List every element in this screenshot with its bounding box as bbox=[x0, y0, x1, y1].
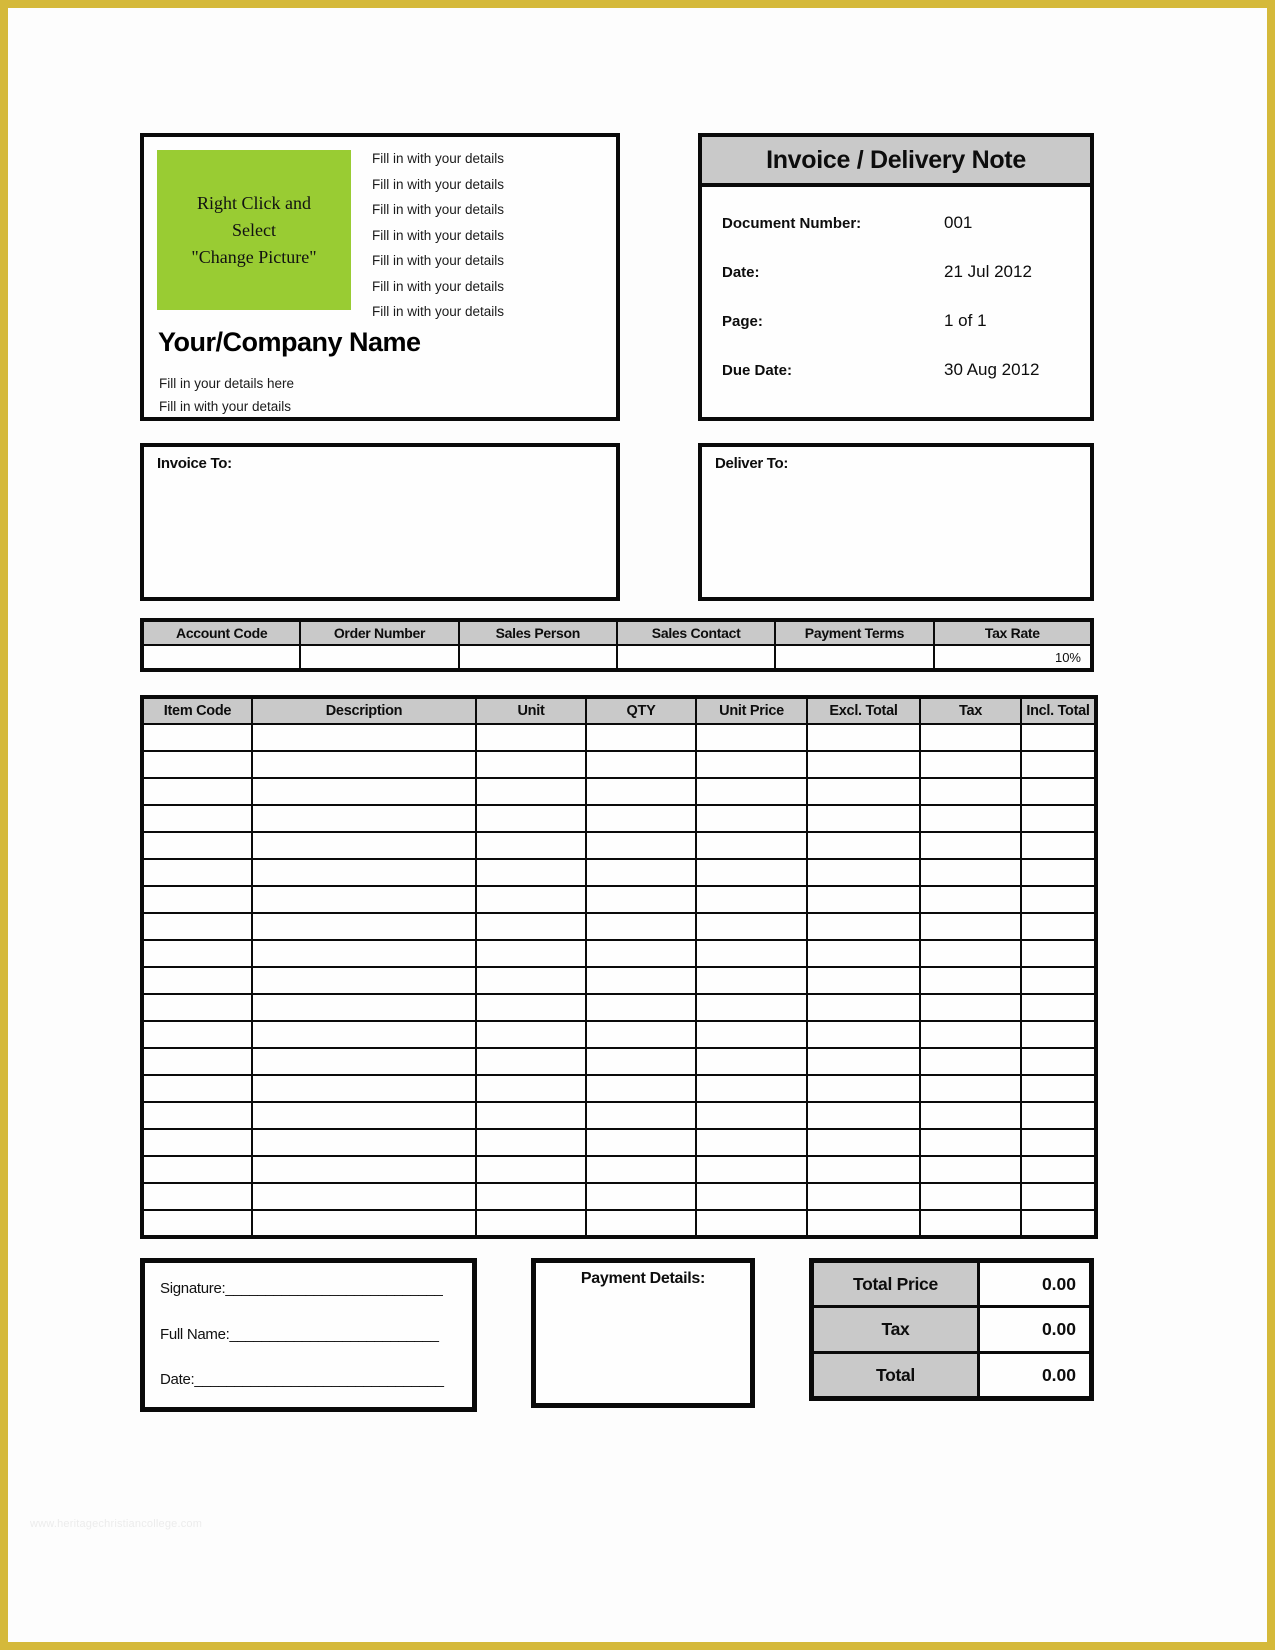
totals-table bbox=[809, 1258, 1094, 1401]
item-cell[interactable] bbox=[920, 1021, 1021, 1048]
item-cell[interactable] bbox=[1021, 1102, 1096, 1129]
item-cell[interactable] bbox=[142, 940, 252, 967]
item-cell[interactable] bbox=[476, 913, 586, 940]
document-fields bbox=[702, 187, 1090, 380]
document-field-row bbox=[722, 262, 1090, 282]
item-cell[interactable] bbox=[920, 913, 1021, 940]
item-cell[interactable] bbox=[142, 751, 252, 778]
item-cell[interactable] bbox=[920, 1156, 1021, 1183]
item-cell[interactable] bbox=[586, 751, 696, 778]
item-cell[interactable] bbox=[252, 859, 476, 886]
field-value: 001 bbox=[944, 213, 973, 232]
account-value-cell[interactable] bbox=[142, 645, 300, 670]
signature-box bbox=[140, 1258, 477, 1412]
item-cell[interactable] bbox=[142, 1102, 252, 1129]
item-cell[interactable] bbox=[142, 859, 252, 886]
payment-details-box[interactable] bbox=[531, 1258, 755, 1408]
item-cell[interactable] bbox=[1021, 1156, 1096, 1183]
item-cell[interactable] bbox=[920, 859, 1021, 886]
item-cell[interactable] bbox=[476, 1102, 586, 1129]
item-row bbox=[142, 967, 1096, 994]
item-cell[interactable] bbox=[920, 967, 1021, 994]
item-row bbox=[142, 724, 1096, 751]
items-header-cell: Tax bbox=[920, 697, 1021, 724]
account-header-cell: Payment Terms bbox=[775, 620, 933, 645]
payment-details-label: Payment Details: bbox=[580, 1270, 706, 1287]
item-cell[interactable] bbox=[807, 832, 920, 859]
item-cell[interactable] bbox=[252, 1183, 476, 1210]
item-cell[interactable] bbox=[696, 1102, 807, 1129]
item-cell[interactable] bbox=[1021, 805, 1096, 832]
item-cell[interactable] bbox=[142, 1129, 252, 1156]
item-cell[interactable] bbox=[142, 913, 252, 940]
account-value-row bbox=[142, 645, 1092, 670]
item-cell[interactable] bbox=[807, 1183, 920, 1210]
account-header-row bbox=[142, 620, 1092, 645]
account-value-cell[interactable] bbox=[459, 645, 617, 670]
items-header-cell: Unit Price bbox=[696, 697, 807, 724]
item-cell[interactable] bbox=[696, 994, 807, 1021]
field-label: Page: bbox=[722, 313, 763, 330]
item-cell[interactable] bbox=[696, 724, 807, 751]
item-cell[interactable] bbox=[142, 724, 252, 751]
account-header-cell: Order Number bbox=[300, 620, 458, 645]
item-cell[interactable] bbox=[1021, 1075, 1096, 1102]
item-cell[interactable] bbox=[696, 778, 807, 805]
item-cell[interactable] bbox=[252, 1075, 476, 1102]
company-fill-lines bbox=[372, 146, 504, 325]
account-header-cell: Sales Person bbox=[459, 620, 617, 645]
items-header-cell: Incl. Total bbox=[1021, 697, 1096, 724]
document-field-row bbox=[722, 311, 1090, 331]
item-row bbox=[142, 1183, 1096, 1210]
item-cell[interactable] bbox=[142, 832, 252, 859]
item-cell[interactable] bbox=[1021, 1021, 1096, 1048]
account-info-table bbox=[140, 618, 1094, 672]
document-field-row bbox=[722, 213, 1090, 233]
item-row bbox=[142, 778, 1096, 805]
item-cell[interactable] bbox=[142, 1156, 252, 1183]
item-row bbox=[142, 1048, 1096, 1075]
item-row bbox=[142, 1075, 1096, 1102]
item-row bbox=[142, 859, 1096, 886]
item-cell[interactable] bbox=[807, 1075, 920, 1102]
item-cell[interactable] bbox=[142, 805, 252, 832]
item-cell[interactable] bbox=[807, 940, 920, 967]
totals-row bbox=[812, 1353, 1092, 1399]
item-cell[interactable] bbox=[586, 832, 696, 859]
item-cell[interactable] bbox=[476, 1183, 586, 1210]
signature-line: Date:_______________________________ bbox=[160, 1371, 444, 1388]
item-cell[interactable] bbox=[252, 913, 476, 940]
item-cell[interactable] bbox=[807, 805, 920, 832]
totals-row bbox=[812, 1261, 1092, 1307]
item-cell[interactable] bbox=[920, 1102, 1021, 1129]
fill-line: Fill in with your details bbox=[372, 227, 505, 243]
item-cell[interactable] bbox=[696, 886, 807, 913]
account-value-cell[interactable] bbox=[617, 645, 775, 670]
item-cell[interactable] bbox=[586, 724, 696, 751]
item-cell[interactable] bbox=[252, 967, 476, 994]
item-cell[interactable] bbox=[1021, 1210, 1096, 1237]
item-cell[interactable] bbox=[807, 994, 920, 1021]
fill-line: Fill in with your details bbox=[372, 151, 505, 166]
item-cell[interactable] bbox=[252, 1129, 476, 1156]
fill-line: Fill in with your details bbox=[372, 202, 505, 217]
item-cell[interactable] bbox=[807, 886, 920, 913]
item-cell[interactable] bbox=[807, 913, 920, 940]
change-picture-placeholder[interactable] bbox=[157, 150, 351, 310]
item-cell[interactable] bbox=[1021, 1183, 1096, 1210]
item-cell[interactable] bbox=[142, 967, 252, 994]
fill-line: Fill in with your details bbox=[372, 304, 505, 319]
signature-line: Full Name:__________________________ bbox=[160, 1325, 439, 1343]
item-cell[interactable] bbox=[476, 1210, 586, 1237]
item-cell[interactable] bbox=[586, 1156, 696, 1183]
account-info-values bbox=[142, 645, 1092, 670]
items-header-cell: QTY bbox=[586, 697, 696, 724]
item-cell[interactable] bbox=[586, 1210, 696, 1237]
item-cell[interactable] bbox=[476, 1021, 586, 1048]
field-label: Due Date: bbox=[722, 362, 793, 379]
item-cell[interactable] bbox=[586, 886, 696, 913]
item-cell[interactable] bbox=[920, 1129, 1021, 1156]
item-cell[interactable] bbox=[142, 1210, 252, 1237]
item-row bbox=[142, 1129, 1096, 1156]
item-row bbox=[142, 886, 1096, 913]
item-cell[interactable] bbox=[476, 1048, 586, 1075]
document-field-row bbox=[722, 360, 1090, 380]
item-cell[interactable] bbox=[696, 1210, 807, 1237]
item-cell[interactable] bbox=[586, 967, 696, 994]
item-cell[interactable] bbox=[586, 940, 696, 967]
item-cell[interactable] bbox=[920, 1075, 1021, 1102]
item-cell[interactable] bbox=[1021, 994, 1096, 1021]
item-cell[interactable] bbox=[142, 1183, 252, 1210]
item-row bbox=[142, 1210, 1096, 1237]
item-cell[interactable] bbox=[142, 886, 252, 913]
item-cell[interactable] bbox=[696, 1021, 807, 1048]
item-cell[interactable] bbox=[807, 967, 920, 994]
item-cell[interactable] bbox=[142, 1048, 252, 1075]
item-cell[interactable] bbox=[586, 1183, 696, 1210]
item-cell[interactable] bbox=[696, 805, 807, 832]
item-cell[interactable] bbox=[696, 751, 807, 778]
item-cell[interactable] bbox=[807, 1021, 920, 1048]
item-cell[interactable] bbox=[1021, 778, 1096, 805]
account-value-cell[interactable] bbox=[775, 645, 933, 670]
field-value: 1 of 1 bbox=[944, 311, 987, 330]
items-header-cell: Description bbox=[252, 697, 476, 724]
item-cell[interactable] bbox=[807, 724, 920, 751]
fill-line: Fill in with your details bbox=[372, 278, 505, 294]
item-cell[interactable] bbox=[252, 832, 476, 859]
document-title: Invoice / Delivery Note bbox=[702, 137, 1090, 187]
item-cell[interactable] bbox=[586, 778, 696, 805]
item-cell[interactable] bbox=[696, 1183, 807, 1210]
invoice-to-box[interactable] bbox=[140, 443, 620, 601]
item-row bbox=[142, 751, 1096, 778]
item-cell[interactable] bbox=[142, 994, 252, 1021]
item-cell[interactable] bbox=[1021, 1048, 1096, 1075]
item-cell[interactable] bbox=[476, 751, 586, 778]
company-detail-line: Fill in your details here bbox=[159, 376, 295, 391]
item-cell[interactable] bbox=[586, 859, 696, 886]
items-header-cell: Excl. Total bbox=[807, 697, 920, 724]
item-cell[interactable] bbox=[476, 1156, 586, 1183]
item-cell[interactable] bbox=[586, 994, 696, 1021]
field-label: Date: bbox=[722, 264, 760, 281]
item-cell[interactable] bbox=[586, 1102, 696, 1129]
change-picture-instructions bbox=[191, 190, 316, 271]
item-cell[interactable] bbox=[252, 886, 476, 913]
item-cell[interactable] bbox=[252, 1102, 476, 1129]
invoice-to-label: Invoice To: bbox=[157, 455, 232, 472]
signature-line: Signature:___________________________ bbox=[160, 1280, 443, 1297]
item-cell[interactable] bbox=[696, 1129, 807, 1156]
item-cell[interactable] bbox=[1021, 967, 1096, 994]
item-cell[interactable] bbox=[252, 1048, 476, 1075]
account-header-cell: Sales Contact bbox=[617, 620, 775, 645]
item-cell[interactable] bbox=[142, 778, 252, 805]
item-cell[interactable] bbox=[252, 1210, 476, 1237]
fill-line: Fill in with your details bbox=[372, 176, 505, 192]
item-cell[interactable] bbox=[1021, 859, 1096, 886]
deliver-to-box[interactable] bbox=[698, 443, 1094, 601]
item-cell[interactable] bbox=[696, 832, 807, 859]
item-cell[interactable] bbox=[476, 724, 586, 751]
item-cell[interactable] bbox=[476, 886, 586, 913]
deliver-to-label: Deliver To: bbox=[715, 455, 789, 472]
item-cell[interactable] bbox=[252, 994, 476, 1021]
item-cell[interactable] bbox=[920, 1183, 1021, 1210]
item-cell[interactable] bbox=[476, 1075, 586, 1102]
item-cell[interactable] bbox=[476, 832, 586, 859]
totals-value-cell: 0.00 bbox=[979, 1353, 1092, 1399]
item-cell[interactable] bbox=[252, 751, 476, 778]
item-cell[interactable] bbox=[586, 1048, 696, 1075]
item-cell[interactable] bbox=[920, 1210, 1021, 1237]
item-cell[interactable] bbox=[696, 1048, 807, 1075]
item-cell[interactable] bbox=[807, 1156, 920, 1183]
item-cell[interactable] bbox=[476, 1129, 586, 1156]
document-header-box bbox=[698, 133, 1094, 421]
item-cell[interactable] bbox=[920, 832, 1021, 859]
item-cell[interactable] bbox=[1021, 832, 1096, 859]
item-cell[interactable] bbox=[252, 1156, 476, 1183]
account-header-cell: Account Code bbox=[142, 620, 300, 645]
item-cell[interactable] bbox=[696, 859, 807, 886]
company-name: Your/Company Name bbox=[158, 327, 421, 357]
company-detail-line: Fill in with your details bbox=[159, 398, 292, 414]
item-cell[interactable] bbox=[476, 940, 586, 967]
item-cell[interactable] bbox=[920, 886, 1021, 913]
company-details bbox=[159, 373, 294, 418]
item-cell[interactable] bbox=[807, 778, 920, 805]
fill-line: Fill in with your details bbox=[372, 253, 505, 268]
item-cell[interactable] bbox=[1021, 913, 1096, 940]
item-cell[interactable] bbox=[807, 1210, 920, 1237]
item-cell[interactable] bbox=[142, 1021, 252, 1048]
item-cell[interactable] bbox=[252, 940, 476, 967]
totals-body bbox=[812, 1261, 1092, 1399]
items-header-cell: Item Code bbox=[142, 697, 252, 724]
item-cell[interactable] bbox=[1021, 751, 1096, 778]
item-cell[interactable] bbox=[476, 778, 586, 805]
item-cell[interactable] bbox=[586, 1021, 696, 1048]
item-cell[interactable] bbox=[807, 1129, 920, 1156]
item-cell[interactable] bbox=[920, 805, 1021, 832]
account-info-header bbox=[142, 620, 1092, 645]
change-picture-line: "Change Picture" bbox=[191, 246, 317, 267]
item-row bbox=[142, 940, 1096, 967]
item-cell[interactable] bbox=[1021, 724, 1096, 751]
line-items-body bbox=[142, 724, 1096, 1237]
line-items-table bbox=[140, 695, 1098, 1239]
item-cell[interactable] bbox=[696, 967, 807, 994]
item-cell[interactable] bbox=[252, 1021, 476, 1048]
totals-row bbox=[812, 1307, 1092, 1353]
item-cell[interactable] bbox=[696, 913, 807, 940]
items-header-row bbox=[142, 697, 1096, 724]
totals-value-cell: 0.00 bbox=[979, 1307, 1092, 1353]
field-value: 30 Aug 2012 bbox=[944, 360, 1040, 379]
item-cell[interactable] bbox=[696, 1075, 807, 1102]
item-cell[interactable] bbox=[142, 1075, 252, 1102]
item-cell[interactable] bbox=[586, 913, 696, 940]
item-cell[interactable] bbox=[252, 805, 476, 832]
field-value: 21 Jul 2012 bbox=[944, 262, 1032, 281]
totals-value-cell: 0.00 bbox=[979, 1261, 1092, 1307]
watermark: www.heritagechristiancollege.com bbox=[30, 1518, 203, 1530]
item-cell[interactable] bbox=[1021, 886, 1096, 913]
change-picture-line: Select bbox=[232, 219, 276, 240]
item-cell[interactable] bbox=[807, 1102, 920, 1129]
item-cell[interactable] bbox=[920, 724, 1021, 751]
totals-label-cell: Total Price bbox=[812, 1261, 979, 1307]
item-cell[interactable] bbox=[1021, 940, 1096, 967]
item-cell[interactable] bbox=[696, 1156, 807, 1183]
item-cell[interactable] bbox=[920, 751, 1021, 778]
line-items-header bbox=[142, 697, 1096, 724]
item-row bbox=[142, 1021, 1096, 1048]
item-cell[interactable] bbox=[586, 805, 696, 832]
item-cell[interactable] bbox=[696, 940, 807, 967]
item-cell[interactable] bbox=[586, 1129, 696, 1156]
item-cell[interactable] bbox=[807, 1048, 920, 1075]
items-header-cell: Unit bbox=[476, 697, 586, 724]
item-cell[interactable] bbox=[920, 940, 1021, 967]
company-header-box bbox=[140, 133, 620, 421]
item-row bbox=[142, 805, 1096, 832]
totals-label-cell: Tax bbox=[812, 1307, 979, 1353]
item-cell[interactable] bbox=[476, 994, 586, 1021]
item-cell[interactable] bbox=[476, 805, 586, 832]
account-value-cell[interactable]: 10% bbox=[934, 645, 1092, 670]
item-row bbox=[142, 994, 1096, 1021]
item-cell[interactable] bbox=[920, 778, 1021, 805]
item-row bbox=[142, 1102, 1096, 1129]
account-header-cell: Tax Rate bbox=[934, 620, 1092, 645]
totals-label-cell: Total bbox=[812, 1353, 979, 1399]
item-cell[interactable] bbox=[252, 724, 476, 751]
account-value-cell[interactable] bbox=[300, 645, 458, 670]
item-cell[interactable] bbox=[1021, 1129, 1096, 1156]
item-cell[interactable] bbox=[920, 1048, 1021, 1075]
item-cell[interactable] bbox=[807, 751, 920, 778]
item-row bbox=[142, 1156, 1096, 1183]
change-picture-line: Right Click and bbox=[196, 192, 311, 213]
item-cell[interactable] bbox=[476, 859, 586, 886]
field-label: Document Number: bbox=[722, 215, 862, 232]
item-cell[interactable] bbox=[920, 994, 1021, 1021]
item-row bbox=[142, 832, 1096, 859]
item-cell[interactable] bbox=[586, 1075, 696, 1102]
item-cell[interactable] bbox=[807, 859, 920, 886]
item-cell[interactable] bbox=[476, 967, 586, 994]
item-row bbox=[142, 913, 1096, 940]
item-cell[interactable] bbox=[252, 778, 476, 805]
